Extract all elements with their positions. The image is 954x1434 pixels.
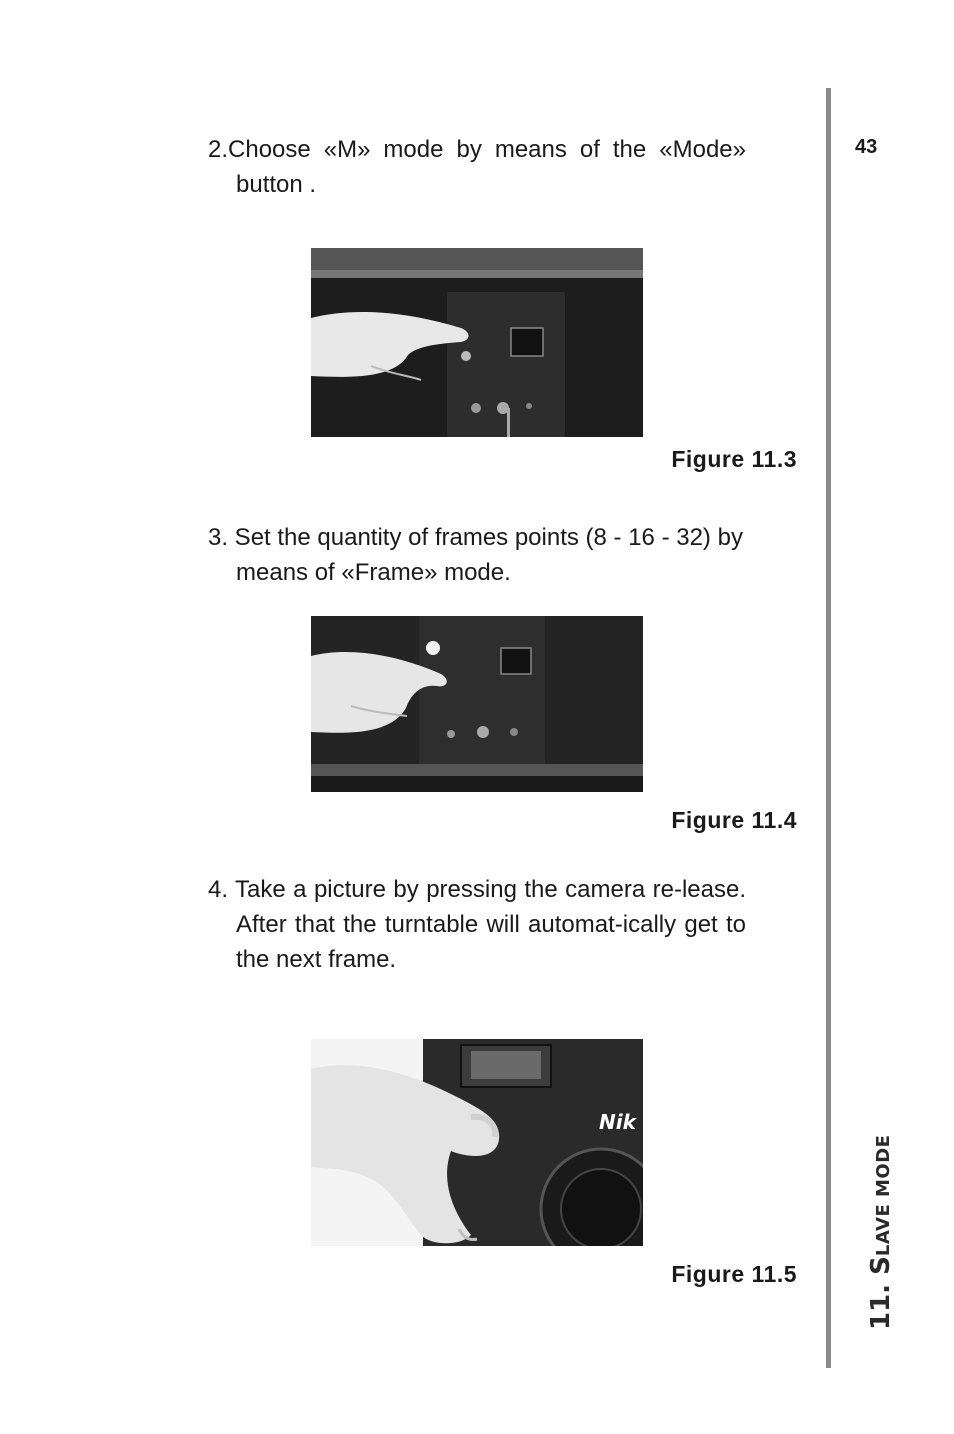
camera-photo — [311, 1039, 643, 1246]
figure-11-5-caption: Figure 11.5 — [671, 1261, 797, 1287]
camera-brand-text: Nik — [599, 1110, 636, 1134]
step-2-text: 2.Choose «M» mode by means of the «Mode» button . — [208, 136, 746, 198]
section-title: LAVE MODE — [873, 1134, 894, 1257]
figure-11-3-photo — [311, 248, 643, 437]
control-panel-photo-2 — [311, 616, 643, 792]
section-number: 11. S — [866, 1256, 896, 1330]
page-number: 43 — [855, 136, 878, 158]
control-panel-photo-1 — [311, 248, 643, 437]
section-label — [868, 1135, 897, 1330]
figure-11-4-photo — [311, 616, 643, 792]
step-3-text: 3. Set the quantity of frames points (8 - 16 - 32) by means of «Frame» mode. — [208, 524, 743, 586]
margin-rule — [826, 88, 831, 1368]
figure-11-4-caption: Figure 11.4 — [671, 807, 797, 833]
figure-11-3-caption: Figure 11.3 — [671, 446, 797, 472]
step-4-text: 4. Take a picture by pressing the camera re-lease. After that the turntable will automat-ically get to the next frame. — [208, 876, 746, 973]
figure-11-5-photo — [311, 1039, 643, 1246]
